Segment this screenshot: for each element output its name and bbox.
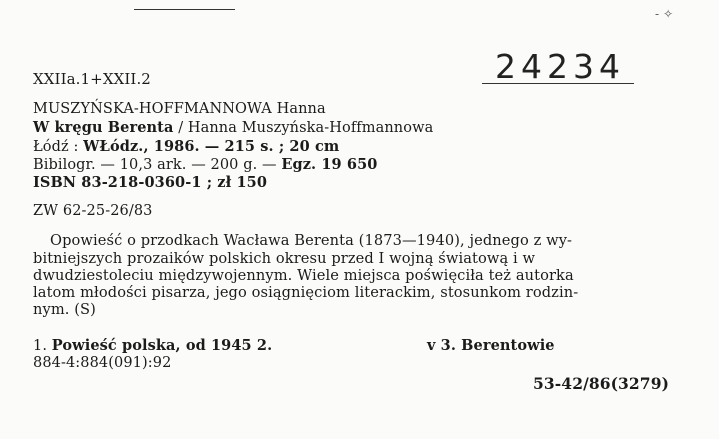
imprint-details: , 1986. — 215 s. ; 20 cm: [143, 138, 340, 155]
biblio-details: Bibilogr. — 10,3 ark. — 200 g. —: [33, 157, 277, 173]
publisher: WŁódz.: [83, 138, 144, 155]
abstract-line: Opowieść o przodkach Wacława Berenta (1873—1940), jednego z wy-: [50, 232, 573, 249]
abstract-line: bitniejszych prozaików polskich okresu przed I wojną światową i w: [33, 250, 536, 267]
corner-mark: - ✧: [655, 7, 674, 21]
udc-classification: 884-4:884(091):92: [33, 355, 172, 371]
biblio-line: [33, 156, 377, 174]
subject-headings: [33, 337, 272, 355]
title-line: [33, 119, 433, 137]
isbn-line: ISBN 83-218-0360-1 ; zł 150: [33, 174, 268, 191]
accession-underline: [482, 83, 634, 84]
subject-number: 1.: [33, 338, 48, 354]
abstract-line: dwudziestoleciu międzywojennym. Wiele miejsca poświęciła też autorka: [33, 267, 574, 284]
imprint-line: [33, 138, 339, 156]
title: W kręgu Berenta: [33, 119, 174, 136]
place: Łódź :: [33, 139, 79, 155]
abstract-line: latom młodości pisarza, jego osiągnięciom literackim, stosunkom rodzin-: [33, 284, 579, 301]
subject-heading-3: v 3. Berentowie: [427, 337, 555, 354]
abstract-line: nym. (S): [33, 301, 96, 318]
card-number: 53-42/86(3279): [533, 374, 670, 393]
accession-number: 24234: [495, 47, 625, 86]
author-heading: MUSZYŃSKA-HOFFMANNOWA Hanna: [33, 101, 326, 117]
top-rule: [134, 9, 235, 10]
zw-line: ZW 62-25-26/83: [33, 203, 153, 219]
call-number: XXIIa.1+XXII.2: [33, 70, 151, 88]
print-run: Egz. 19 650: [281, 156, 378, 173]
subject-heading-1-2: Powieść polska, od 1945 2.: [51, 337, 273, 354]
statement-of-responsibility: / Hanna Muszyńska-Hoffmannowa: [178, 120, 434, 136]
